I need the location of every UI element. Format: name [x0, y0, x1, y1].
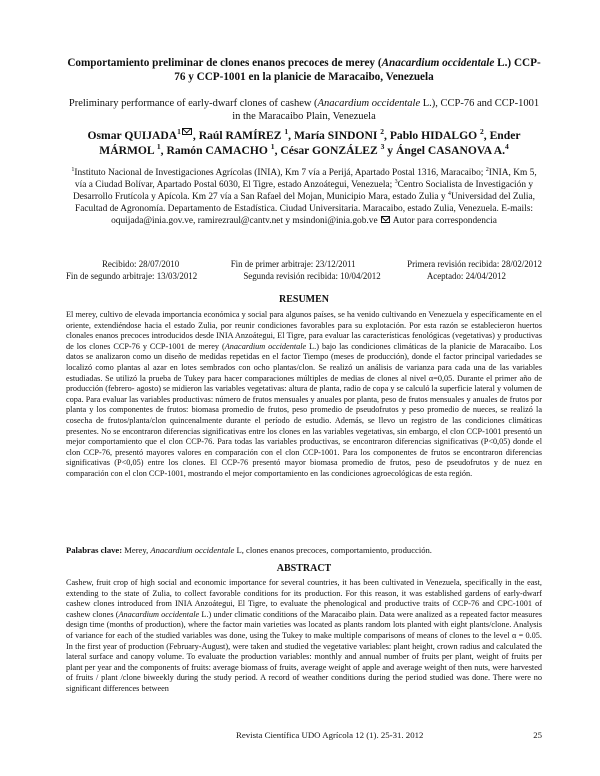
author-separator: , [483, 129, 490, 142]
resumen-text: L.) bajo las condiciones climáticas de la planicie de Maracaibo. Los datos se analizaron como un diseño de medidas repetidas en el factor Tiempo (meses de producción), donde el factor principal variedades se localizó como plantas al azar en lotes sembrados con ocho plantas/clon. Se realizó un análisis de varianza para cada una de las variables estudiadas. Se utilizó la prueba de Tukey para hacer comparaciones múltiples de medias de clones al nivel α=0,05. Durante el primer año de producción (febrero- agosto) se midieron las variables vegetativas: altura de planta, radio de copa y se calculó la superficie lateral y volumen de copa. Para evaluar las variables productivas: número de frutos mensuales y anuales por planta, peso de frutos mensuales y anuales de frutos por planta y los componentes de frutos: biomasa promedio de frutos, peso promedio de pseudofrutos y peso promedio de nueces, se realizó la cosecha de frutos/planta/clon quincenalmente durante el período de estudio. Además, se llevo un registro de las condiciones climáticas presentes. No se encontraron diferencias significativas entre los clones en las variables vegetativas, sin embargo, el clon CCP-1001 presentó un mejor comportamiento que el clon CCP-76. Para todas las variables productivas, se encontraron diferencias significativas (P<0,05) donde el clon CCP-76, presentó mayores valores en comparación con el clon CCP-1001. Para los componentes de frutos se encontraron diferencias significativas (P<0,05) entre los clones. El CCP-76 presentó mayor biomasa promedio de frutos, peso de pseudofrutos y de nuez en comparación con el clon CCP-1001, mostrando el mejor comportamiento en las condiciones agroecológicas de esta región. [66, 341, 542, 478]
journal-citation: Revista Científica UDO Agrícola 12 (1). 25-31. 2012 [236, 730, 424, 740]
affiliation-3: Centro Socialista de Investigación y Desarrollo Frutícola y Apícola. Km 27 vía a San Rafael del Mojan, Municipio Mara, estado Zulia y [72, 180, 534, 202]
title-en-part: Preliminary performance of early-dwarf clones of cashew ( [68, 98, 318, 109]
affiliation-2: INIA, Km 5, vía a Ciudad Bolívar, Apartado Postal 6030, El Tigre, estado Anzoátegui, Venezuela; [74, 168, 537, 190]
title-es-part: Comportamiento preliminar de clones enanos precoces de merey ( [67, 57, 382, 69]
date-second-review: Fin de segundo arbitraje: 13/03/2012 [66, 271, 198, 281]
abstract-text: L.) under climatic conditions of the Maracaibo plain. Data were analized as a repeated factor measures design time (months of production), where the factor main varieties was located as plants random lots planted with eight plants/clone. Analysis of variance for each of the studied variables was done, using the Tukey to make multiple comparisons of means of clones to the level α = 0.05. In the first year of production (February-August), were taken and studied the vegetative variables: plant height, crown radius and calculated the lateral surface and canopy volume. To evaluate the production variables: monthly and annual number of fruits per plant, weight of fruits per plant per year and the components of fruits: average biomass of fruits, average weight of apple and average weight of then nuts, were harvested of fruits / plant /clone biweekly during the study period. A record of weather conditions during the period studied was done. There were no significant differences between [66, 609, 542, 693]
author-separator: , [384, 129, 390, 142]
affiliation-sup: 1 [71, 166, 75, 173]
affiliation-1: Instituto Nacional de Investigaciones Agrícolas (INIA), Km 7 vía a Perijá, Apartado Postal 1316, Maracaibo; [74, 168, 484, 178]
dates-row [66, 270, 542, 282]
author-sup: 1 [156, 142, 161, 152]
resumen-body [66, 310, 542, 480]
author-separator: , [288, 129, 294, 142]
envelope-icon [182, 128, 192, 135]
date-received: Recibido: 28/07/2010 [102, 259, 180, 269]
abstract-species: Anacardium occidentale [118, 609, 200, 619]
resumen-heading: RESUMEN [278, 294, 329, 305]
author-sup: 2 [380, 127, 385, 137]
author-separator: y [384, 144, 396, 157]
author-sup: 1 [284, 127, 289, 137]
keywords [66, 545, 542, 556]
affiliation-sup: 2 [485, 166, 489, 173]
keywords-text: L, clones enanos precoces, comportamiento, producción. [234, 545, 432, 555]
affiliation-4: Universidad del Zulia, Facultad de Agronomía. Departamento de Estadística. Ciudad Universitaria. Maracaibo, estado Zulia, Venezuela. E-mails: oquijada@inia.gov.ve, ramirezraul@cantv.net y msindoni@inia.gob.ve [74, 192, 536, 226]
dates-row [66, 258, 542, 270]
keywords-species: Anacardium occidentale [150, 545, 235, 555]
spanish-title [66, 56, 542, 84]
author-name: Osmar QUIJADA [87, 129, 178, 142]
date-second-revision: Segunda revisión recibida: 10/04/2012 [243, 271, 381, 281]
resumen-species: Anacardium occidentale [224, 341, 307, 351]
resumen-text: El merey, cultivo de elevada importancia económica y social para algunos países, se ha venido cultivando en Venezuela y específicamente en el oriente, extendiéndose hacia el estado Zulia, por reunir condiciones favorables para su explotación. Por esta razón se establecieron huertos clonales enanos precoces introducidos desde INIA Anzoátegui, El Tigre, para evaluar las características fenológicas (vegetativas) y productivas de los clones CCP-76 y CCP-1001 de merey ( [66, 310, 542, 351]
author-name: Ramón CAMACHO [166, 144, 271, 157]
submission-dates [66, 258, 542, 282]
correspondence-note: Autor para correspondencia [392, 216, 497, 226]
envelope-icon [381, 216, 390, 223]
author-sup: 4 [504, 142, 509, 152]
author-sup: 3 [380, 142, 385, 152]
abstract-text: Cashew, fruit crop of high social and economic importance for several countries, it has been cultivated in Venezuela, specifically in the east, extending to the state of Zulia, to collect favorable conditions for its production. For this reason, it was established gardens of early-dwarf cashew clones introduced from INIA Anzoátegui, El Tigre, to evaluate the phenological and productive traits of CCP-76 and CPC-1001 of cashew clones ( [66, 578, 542, 619]
title-es-part: L.) CCP-76 y CCP-1001 en la planicie de Maracaibo, Venezuela [174, 57, 541, 83]
date-first-revision: Primera revisión recibida: 28/02/2012 [407, 259, 542, 269]
keywords-text: Merey, [122, 545, 151, 555]
keywords-label: Palabras clave: [66, 545, 123, 555]
author-name: Pablo HIDALGO [389, 129, 481, 142]
abstract-body [66, 578, 542, 695]
author-separator: , [192, 129, 199, 142]
affiliation-sup: 3 [394, 178, 398, 185]
date-first-review: Fin de primer arbitraje: 23/12/2011 [230, 259, 356, 269]
author-name: César GONZÁLEZ [280, 144, 381, 157]
author-name: Ángel CASANOVA A. [396, 144, 505, 157]
author-separator: , [160, 144, 167, 157]
title-en-part: L.), CCP-76 and CCP-1001 in the Maracaibo Plain, Venezuela [232, 98, 540, 122]
abstract-heading: ABSTRACT [276, 563, 332, 574]
author-name: Raúl RAMÍREZ [198, 129, 285, 142]
author-list [66, 128, 542, 158]
author-sup: 1 [270, 142, 275, 152]
title-es-species: Anacardium occidentale [381, 57, 495, 69]
author-name: María SINDONI [293, 129, 381, 142]
author-separator: , [274, 144, 281, 157]
title-en-species: Anacardium occidentale [317, 98, 421, 109]
author-sup: 2 [480, 127, 484, 137]
english-title [66, 97, 542, 123]
page-number: 25 [533, 730, 542, 740]
affiliations [66, 167, 542, 227]
date-accepted: Aceptado: 24/04/2012 [426, 271, 506, 281]
author-name: Ender MÁRMOL [99, 129, 521, 157]
author-sup: 1 [177, 127, 181, 137]
affiliation-sup: 4 [447, 190, 451, 197]
